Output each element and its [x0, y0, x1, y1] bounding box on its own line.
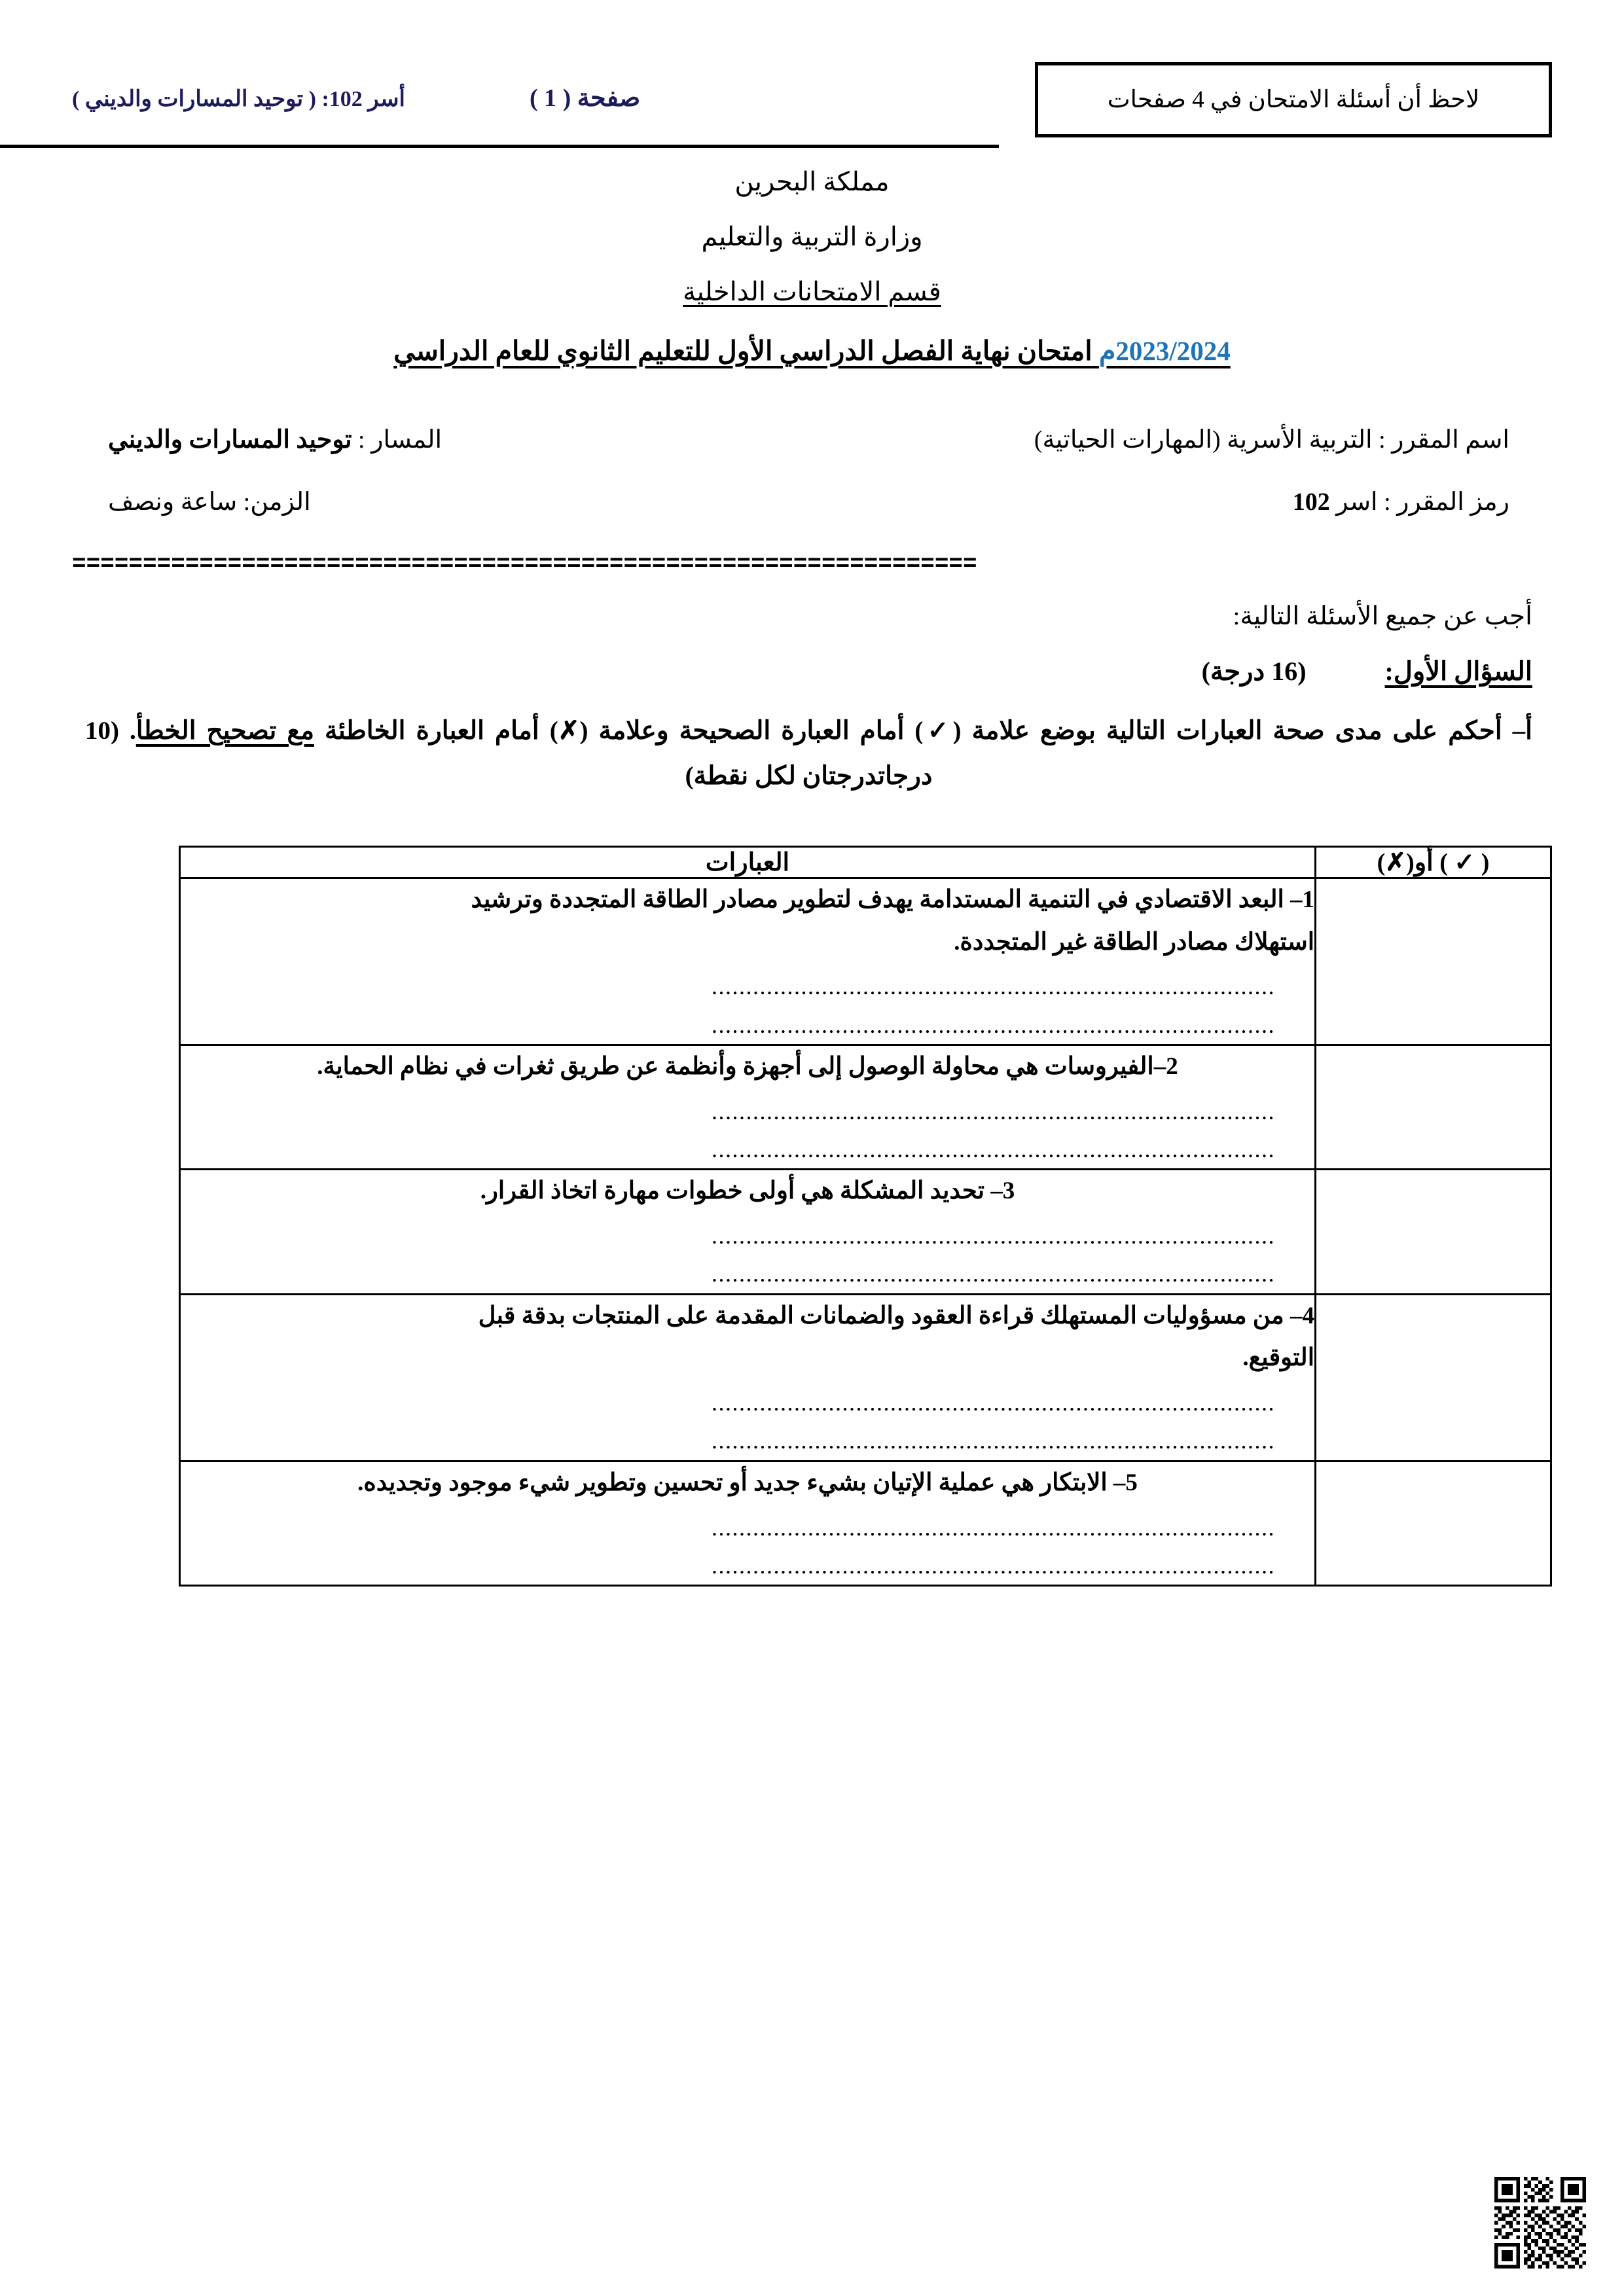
- header-divider: [0, 145, 999, 148]
- section-separator: ================================================================: [72, 550, 977, 578]
- pages-notice-box: لاحظ أن أسئلة الامتحان في 4 صفحات: [1035, 62, 1552, 137]
- statement-text-line: 1– البعد الاقتصادي في التنمية المستدامة يهدف لتطوير مصادر الطاقة المتجددة وترشيد: [471, 886, 1314, 913]
- check-mark-glyph: ✓: [923, 717, 953, 745]
- exam-title: [72, 334, 1552, 368]
- answer-dotted-line[interactable]: ..................................................................................: [712, 1098, 1275, 1124]
- statement-text-line: 3– تحديد المشكلة هي أولى خطوات مهارة اتخاذ القرار.: [480, 1177, 1015, 1205]
- exam-year: 2023/2024م: [1098, 336, 1231, 366]
- instruction-part-2: ) أمام العبارة الصحيحة وعلامة (: [579, 717, 924, 745]
- statement-cell: [180, 878, 1316, 1045]
- instruction-part-1: أ– أحكم على مدى صحة العبارات التالية بوضع علامة (: [952, 717, 1533, 745]
- answer-dotted-line[interactable]: ..................................................................................: [712, 1427, 1275, 1454]
- table-row: [180, 878, 1551, 1045]
- statement-cell: [180, 1170, 1316, 1294]
- table-row: [180, 1045, 1551, 1169]
- question-one-header: [72, 656, 1552, 687]
- exam-title-main: امتحان نهاية الفصل الدراسي الأول للتعليم الثانوي للعام الدراسي: [393, 336, 1092, 366]
- instruction-part-4: . (10 درجاتدرجتان لكل نقطة): [85, 717, 933, 790]
- statement-text-line: 2–الفيروسات هي محاولة الوصول إلى أجهزة وأنظمة عن طريق ثغرات في نظام الحماية.: [317, 1052, 1178, 1080]
- course-code-label: رمز المقرر : اسر: [1336, 488, 1509, 516]
- ministry-name: وزارة التربية والتعليم: [701, 222, 923, 251]
- course-code-value: 102: [1292, 488, 1330, 516]
- answer-mark-cell[interactable]: [1316, 1045, 1551, 1169]
- institution-block: [72, 169, 1552, 305]
- course-info-block: [72, 425, 1552, 516]
- question-one-instruction: [72, 709, 1552, 798]
- statements-table-body: [180, 878, 1551, 1585]
- answer-dotted-line[interactable]: ..................................................................................: [712, 1390, 1275, 1416]
- course-tag: أسر 102: ( توحيد المسارات والديني ): [72, 87, 405, 111]
- statement-text-line: 5– الابتكار هي عملية الإتيان بشيء جديد أو تحسين وتطوير شيء موجود وتجديده.: [357, 1469, 1138, 1496]
- cross-mark-glyph: ✗: [558, 717, 580, 745]
- column-header-statements: العبارات: [180, 846, 1316, 878]
- page-header: [72, 62, 1552, 147]
- instruction-part-3: ) أمام العبارة الخاطئة: [314, 717, 558, 745]
- course-info-row-1: [108, 425, 1509, 454]
- answer-dotted-line[interactable]: ..................................................................................: [712, 1261, 1275, 1287]
- table-row: [180, 1461, 1551, 1585]
- table-header-row: [180, 846, 1551, 878]
- exam-duration: الزمن: ساعة ونصف: [108, 488, 311, 516]
- department-name: قسم الامتحانات الداخلية: [683, 277, 941, 306]
- statement-cell: [180, 1461, 1316, 1585]
- answer-dotted-line[interactable]: ..................................................................................: [712, 973, 1275, 1000]
- statement-text-line: التوقيع.: [1242, 1344, 1314, 1372]
- answer-dotted-line[interactable]: ..................................................................................: [712, 1136, 1275, 1162]
- answer-mark-cell[interactable]: [1316, 1294, 1551, 1461]
- course-info-row-2: [108, 487, 1509, 516]
- answer-dotted-line[interactable]: ..................................................................................: [712, 1011, 1275, 1038]
- qr-code-icon: [1494, 2177, 1586, 2269]
- answer-all-instruction: أجب عن جميع الأسئلة التالية:: [1233, 602, 1532, 631]
- question-one-label: السؤال الأول:: [1384, 656, 1532, 687]
- page-number: صفحة ( 1 ): [529, 84, 641, 112]
- answer-lines-group[interactable]: [181, 1505, 1314, 1585]
- track-label: المسار :: [352, 426, 442, 454]
- answer-lines-group[interactable]: [181, 963, 1314, 1044]
- answer-lines-group[interactable]: [181, 1380, 1314, 1460]
- statement-text-line: استهلاك مصادر الطاقة غير المتجددة.: [954, 928, 1314, 956]
- track-field: [108, 425, 442, 454]
- answer-dotted-line[interactable]: ..................................................................................: [712, 1223, 1275, 1249]
- answer-mark-cell[interactable]: [1316, 878, 1551, 1045]
- course-code-field: [1293, 487, 1509, 516]
- question-one-marks: (16 درجة): [1201, 656, 1307, 687]
- statement-text-line: 4– من مسؤوليات المستهلك قراءة العقود والضمانات المقدمة على المنتجات بدقة قبل: [478, 1302, 1314, 1329]
- answer-lines-group[interactable]: [181, 1088, 1314, 1169]
- table-row: [180, 1294, 1551, 1461]
- answer-dotted-line[interactable]: ..................................................................................: [712, 1514, 1275, 1541]
- instruction-underlined-phrase: مع تصحيح الخطأ: [135, 717, 314, 745]
- country-name: مملكة البحرين: [734, 167, 890, 196]
- statements-table: [179, 846, 1552, 1587]
- course-name: اسم المقرر : التربية الأسرية (المهارات الحياتية): [1034, 426, 1509, 454]
- column-header-mark: ( ✓ ) أو(✗): [1316, 846, 1551, 878]
- table-row: [180, 1170, 1551, 1294]
- answer-dotted-line[interactable]: ..................................................................................: [712, 1552, 1275, 1579]
- answer-lines-group[interactable]: [181, 1213, 1314, 1293]
- answer-mark-cell[interactable]: [1316, 1170, 1551, 1294]
- answer-mark-cell[interactable]: [1316, 1461, 1551, 1585]
- header-right-group: [72, 62, 640, 113]
- statement-cell: [180, 1045, 1316, 1169]
- statement-cell: [180, 1294, 1316, 1461]
- track-value: توحيد المسارات والديني: [108, 426, 352, 454]
